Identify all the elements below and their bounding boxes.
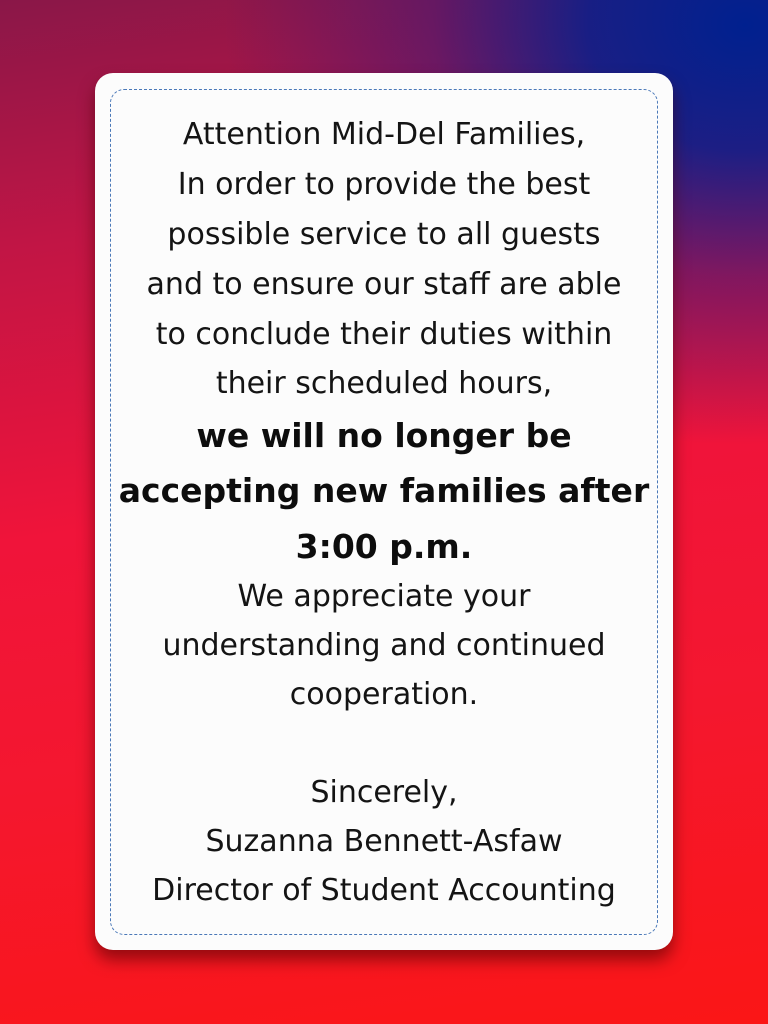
- body-line: possible service to all guests: [167, 217, 601, 252]
- body-line: In order to provide the best: [177, 167, 591, 202]
- greeting: Attention Mid-Del Families,: [182, 117, 586, 152]
- signer-name: Suzanna Bennett-Asfaw: [205, 824, 563, 859]
- signer-title: Director of Student Accounting: [152, 873, 616, 908]
- emphasis-line: 3:00 p.m.: [295, 527, 473, 566]
- signoff: Sincerely,: [310, 775, 458, 810]
- closing-line: We appreciate your: [237, 579, 531, 614]
- body-line: their scheduled hours,: [215, 366, 553, 401]
- closing-line: cooperation.: [289, 677, 479, 712]
- closing-line: understanding and continued: [162, 628, 606, 663]
- body-line: and to ensure our staff are able: [146, 267, 622, 302]
- emphasis-line: accepting new families after: [118, 471, 650, 510]
- body-line: to conclude their duties within: [155, 317, 613, 352]
- emphasis-line: we will no longer be: [196, 416, 572, 455]
- notice-card: [95, 73, 673, 950]
